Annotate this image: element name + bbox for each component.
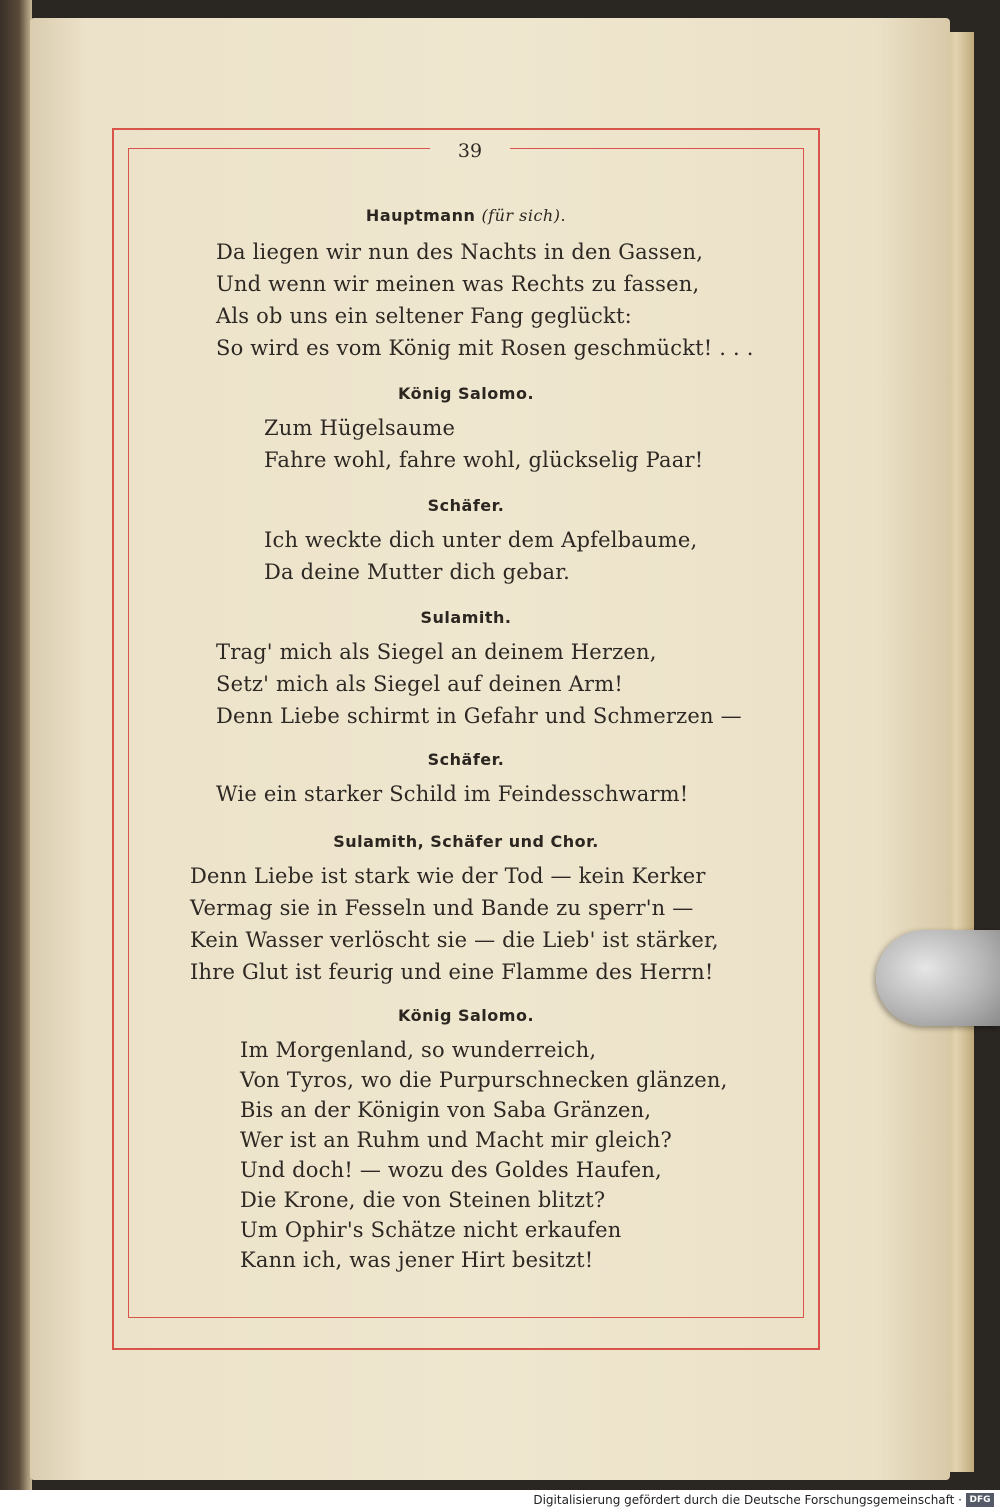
verse-line: Vermag sie in Fesseln und Bande zu sperr'n — xyxy=(190,896,694,920)
verse-line: So wird es vom König mit Rosen geschmückt! . . . xyxy=(216,336,754,360)
verse-line: Ihre Glut ist feurig und eine Flamme des Herrn! xyxy=(190,960,714,984)
verse-line: Denn Liebe ist stark wie der Tod — kein Kerker xyxy=(190,864,706,888)
speaker-heading: Sulamith, Schäfer und Chor. xyxy=(333,832,599,851)
verse-line: Trag' mich als Siegel an deinem Herzen, xyxy=(216,640,657,664)
verse-line: Und wenn wir meinen was Rechts zu fassen, xyxy=(216,272,700,296)
verse-line: Im Morgenland, so wunderreich, xyxy=(240,1038,597,1062)
verse-line: Fahre wohl, fahre wohl, glückselig Paar! xyxy=(264,448,704,472)
verse-line: Als ob uns ein seltener Fang geglückt: xyxy=(216,304,632,328)
verse-line: Um Ophir's Schätze nicht erkaufen xyxy=(240,1218,622,1242)
speaker-heading: König Salomo. xyxy=(397,1006,535,1025)
verse-line: Da deine Mutter dich gebar. xyxy=(264,560,571,584)
footer-credit: Digitalisierung gefördert durch die Deutsche Forschungsgemeinschaft · xyxy=(533,1493,962,1507)
footer-bar xyxy=(0,1490,1000,1511)
speaker-heading: Schäfer. xyxy=(427,750,505,769)
speaker-heading: König Salomo. xyxy=(397,384,535,403)
verse-line: Wer ist an Ruhm und Macht mir gleich? xyxy=(240,1128,672,1152)
verse-line: Wie ein starker Schild im Feindesschwarm! xyxy=(216,782,689,806)
verse-line: Kann ich, was jener Hirt besitzt! xyxy=(240,1248,594,1272)
book-cover-left xyxy=(0,0,32,1490)
verse-line: Und doch! — wozu des Goldes Haufen, xyxy=(240,1158,662,1182)
stage-direction: (für sich). xyxy=(481,206,567,225)
speaker-name: Hauptmann xyxy=(365,206,476,225)
verse-line: Bis an der Königin von Saba Gränzen, xyxy=(240,1098,652,1122)
verse-line: Da liegen wir nun des Nachts in den Gassen, xyxy=(216,240,704,264)
page-clamp xyxy=(876,930,1000,1026)
page-number: 39 xyxy=(430,136,510,166)
verse-line: Setz' mich als Siegel auf deinen Arm! xyxy=(216,672,624,696)
dfg-logo: DFG xyxy=(966,1493,994,1507)
speaker-heading: Schäfer. xyxy=(427,496,505,515)
verse-line: Die Krone, die von Steinen blitzt? xyxy=(240,1188,606,1212)
speaker-heading xyxy=(130,206,802,225)
verse-line: Von Tyros, wo die Purpurschnecken glänzen, xyxy=(240,1068,728,1092)
verse-line: Ich weckte dich unter dem Apfelbaume, xyxy=(264,528,698,552)
verse-line: Denn Liebe schirmt in Gefahr und Schmerzen — xyxy=(216,704,742,728)
verse-line: Zum Hügelsaume xyxy=(264,416,456,440)
verse-line: Kein Wasser verlöscht sie — die Lieb' ist stärker, xyxy=(190,928,719,952)
speaker-heading: Sulamith. xyxy=(420,608,512,627)
